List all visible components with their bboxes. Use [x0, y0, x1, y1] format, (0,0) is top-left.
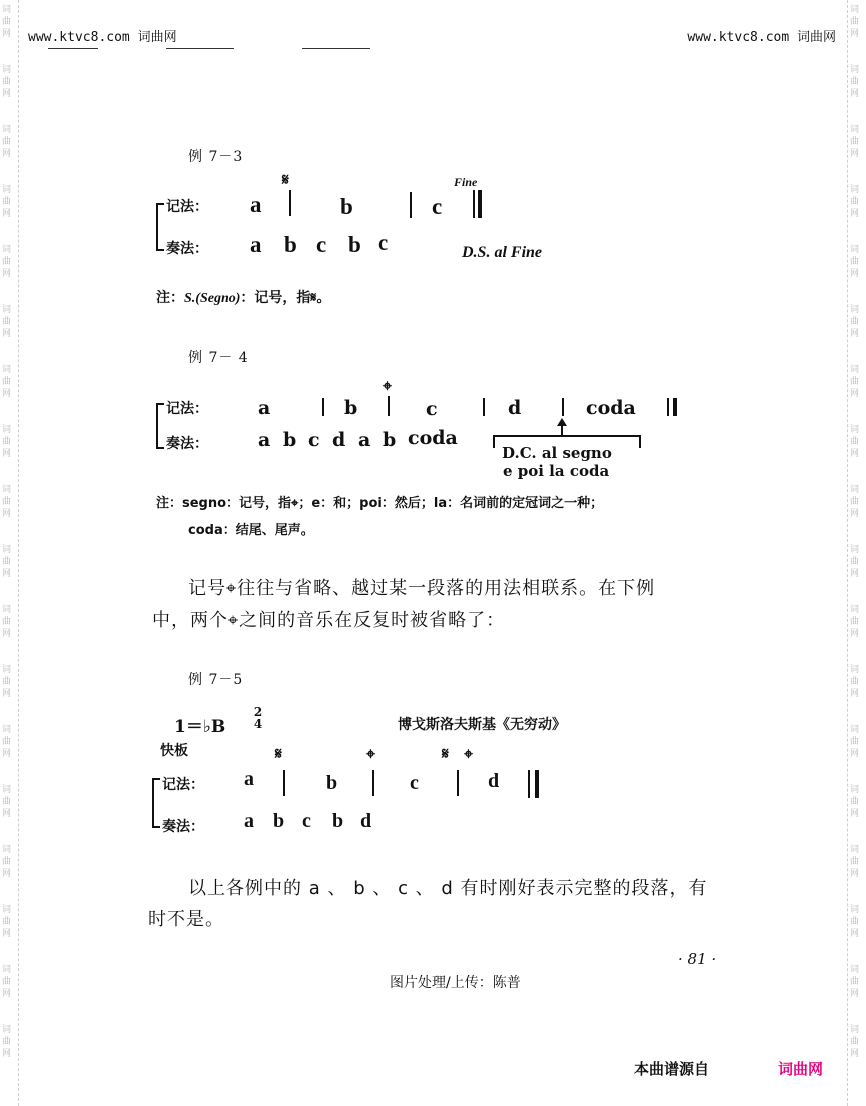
watermark-text: 词曲网 [850, 245, 860, 279]
notation-d: d [488, 770, 500, 792]
performance-note: a [258, 429, 271, 451]
final-bar-thick [478, 190, 482, 218]
bracket [152, 778, 160, 828]
bracket [156, 203, 164, 251]
source-title: 博戈斯洛夫斯基《无穷动》 [398, 717, 566, 733]
watermark-text: 词曲网 [850, 305, 860, 339]
performance-note: d [332, 429, 346, 451]
final-bar-thick [673, 398, 677, 416]
ds-al-fine-instruction: D.S. al Fine [462, 244, 543, 261]
watermark-text: 词曲网 [2, 5, 12, 39]
time-signature [253, 706, 263, 730]
performance-note: b [273, 810, 285, 832]
watermark-text: 词曲网 [850, 185, 860, 219]
notation-d: d [508, 397, 522, 419]
header-underline [302, 48, 370, 49]
watermark-text: 词曲网 [2, 545, 12, 579]
notation-coda: coda [586, 397, 636, 419]
watermark-text: 词曲网 [850, 725, 860, 759]
performance-note: d [360, 810, 372, 832]
final-bar-thin [473, 190, 475, 218]
watermark-text: 词曲网 [850, 5, 860, 39]
watermark-text: 词曲网 [2, 125, 12, 159]
bar-line [372, 770, 374, 796]
performance-note: c [302, 810, 311, 832]
upload-credit: 图片处理/上传：陈普 [390, 975, 521, 991]
watermark-text: 词曲网 [2, 245, 12, 279]
watermark-text: 词曲网 [850, 665, 860, 699]
note-rest: ：记号，指𝄋。 [240, 290, 331, 306]
watermark-text: 词曲网 [850, 425, 860, 459]
performance-note: b [332, 810, 344, 832]
watermark-text: 词曲网 [2, 65, 12, 99]
bar-line [457, 770, 459, 796]
bar-line [289, 190, 291, 216]
bar-line [322, 398, 324, 416]
watermark-text: 词曲网 [2, 725, 12, 759]
example-7-4-title: 例 7－ 4 [188, 350, 249, 366]
watermark-text: 词曲网 [2, 905, 12, 939]
watermark-text: 词曲网 [850, 1025, 860, 1059]
source-label: 本曲谱源自 [634, 1060, 710, 1078]
performance-note: b [383, 429, 397, 451]
notation-c: c [432, 194, 443, 219]
performance-note: b [348, 232, 361, 257]
watermark-text: 词曲网 [850, 965, 860, 999]
dc-instruction-2: e poi la coda [503, 462, 610, 480]
final-bar-thin [528, 770, 530, 798]
watermark-text: 词曲网 [850, 125, 860, 159]
segno-sign: 𝄋 [275, 744, 282, 763]
watermark-text: 词曲网 [2, 305, 12, 339]
watermark-text: 词曲网 [850, 845, 860, 879]
final-bar-thick [535, 770, 539, 798]
watermark-text: 词曲网 [2, 965, 12, 999]
bar-line [410, 192, 412, 218]
header-site-right[interactable]: www.ktvc8.com 词曲网 [687, 30, 836, 45]
watermark-text: 词曲网 [850, 545, 860, 579]
performance-note: c [308, 429, 320, 451]
tempo-marking: 快板 [160, 743, 188, 759]
notation-c: c [426, 398, 438, 420]
segno-sign: 𝄋 [442, 744, 449, 763]
source-site-link[interactable]: 词曲网 [778, 1060, 824, 1078]
watermark-text: 词曲网 [850, 365, 860, 399]
header-underline [166, 48, 234, 49]
watermark-text: 词曲网 [2, 365, 12, 399]
coda-sign: ⌖ [366, 744, 376, 763]
coda-sign: ⌖ [464, 744, 474, 763]
performance-label: 奏法： [166, 436, 208, 452]
watermark-text: 词曲网 [2, 605, 12, 639]
note-7-3 [156, 287, 330, 307]
note-term: (Segno) [195, 291, 241, 306]
notation-a: a [258, 397, 271, 419]
watermark-text: 词曲网 [850, 485, 860, 519]
page-number: · 81 · [678, 950, 717, 968]
notation-a: a [250, 192, 262, 217]
performance-label: 奏法： [166, 241, 208, 257]
performance-note: a [358, 429, 371, 451]
watermark-text: 词曲网 [850, 605, 860, 639]
watermark-text: 词曲网 [2, 485, 12, 519]
paragraph-1-line2: 中，两个⌖之间的音乐在反复时被省略了： [152, 610, 506, 631]
final-bar-thin [667, 398, 669, 416]
paragraph-1-line1: 记号⌖往往与省略、越过某一段落的用法相联系。在下例 [188, 578, 656, 599]
time-top: 2 [253, 705, 263, 719]
fine-mark: Fine [454, 175, 478, 189]
bar-line [483, 398, 485, 416]
key-signature: 1＝♭B [174, 717, 226, 737]
time-bottom: 4 [253, 717, 263, 731]
dc-instruction-1: D.C. al segno [502, 444, 612, 462]
bar-line [562, 398, 564, 416]
paragraph-2-line1: 以上各例中的 a 、 b 、 c 、 d 有时刚好表示完整的段落，有 [188, 878, 708, 899]
performance-note: b [284, 232, 297, 257]
coda-sign: ⌖ [383, 376, 393, 395]
header-site-left[interactable]: www.ktvc8.com 词曲网 [28, 30, 177, 45]
bar-line [283, 770, 285, 796]
note-7-4-line1: 注：segno：记号，指⌖；e：和；poi：然后；la：名词前的定冠词之一种； [156, 496, 604, 511]
watermark-text: 词曲网 [2, 1025, 12, 1059]
notation-a: a [244, 768, 254, 790]
bar-line [388, 396, 390, 416]
watermark-text: 词曲网 [850, 785, 860, 819]
watermark-text: 词曲网 [2, 665, 12, 699]
performance-note: c [378, 230, 389, 255]
example-7-3-title: 例 7－3 [188, 149, 244, 165]
watermark-text: 词曲网 [2, 425, 12, 459]
performance-note: coda [408, 427, 458, 449]
performance-note: b [283, 429, 297, 451]
watermark-text: 词曲网 [2, 185, 12, 219]
right-watermark-column [847, 0, 866, 1106]
watermark-text: 词曲网 [2, 785, 12, 819]
performance-note: a [244, 810, 254, 832]
watermark-text: 词曲网 [850, 905, 860, 939]
notation-b: b [344, 397, 358, 419]
note-prefix: 注： [156, 290, 184, 306]
notation-label: 记法： [166, 401, 208, 417]
left-watermark-column [0, 0, 19, 1106]
watermark-text: 词曲网 [2, 845, 12, 879]
example-7-5-title: 例 7－5 [188, 672, 244, 688]
notation-b: b [340, 194, 353, 219]
notation-b: b [326, 772, 338, 794]
bracket [156, 403, 164, 449]
watermark-text: 词曲网 [850, 65, 860, 99]
notation-c: c [410, 772, 419, 794]
notation-label: 记法： [166, 199, 208, 215]
performance-note: c [316, 232, 327, 257]
segno-sign: 𝄋 [282, 170, 289, 189]
note-abbr: S. [184, 291, 196, 306]
performance-label: 奏法： [162, 819, 204, 835]
performance-note: a [250, 232, 262, 257]
header-underline [48, 48, 98, 49]
paragraph-2-line2: 时不是。 [148, 909, 224, 930]
notation-label: 记法： [162, 777, 204, 793]
note-7-4-line2: coda：结尾、尾声。 [188, 523, 314, 538]
